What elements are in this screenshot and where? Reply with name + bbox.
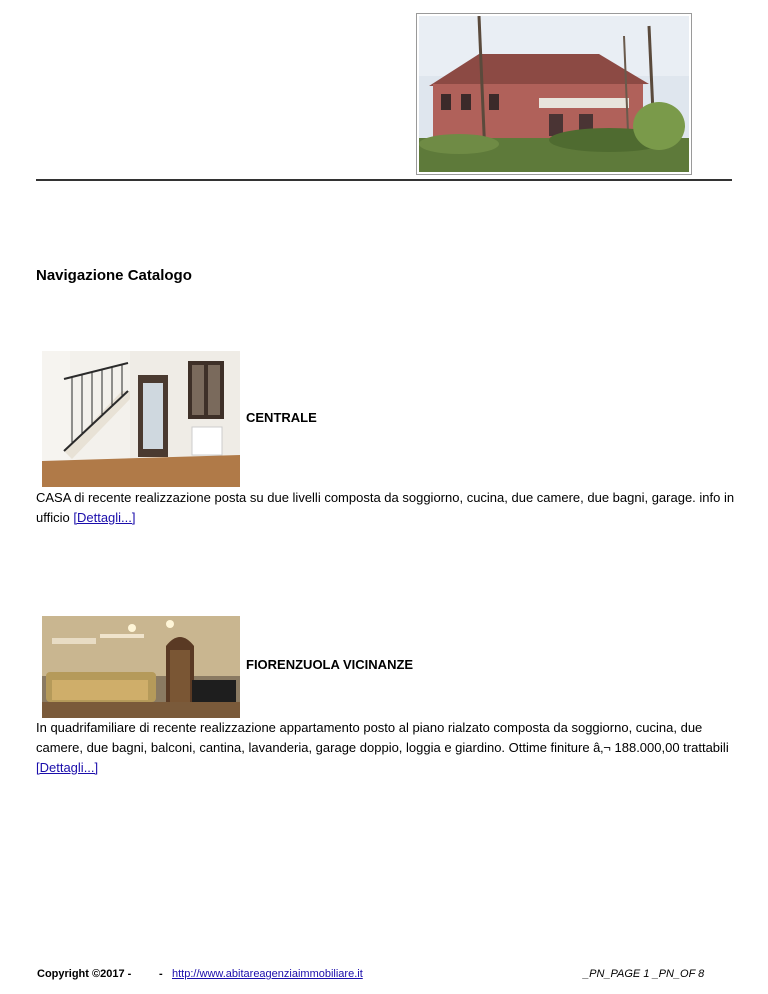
header-house-photo — [416, 13, 692, 175]
footer-website-link[interactable]: http://www.abitareagenziaimmobiliare.it — [172, 968, 363, 980]
details-link[interactable]: [Dettagli...] — [73, 510, 136, 525]
listing-description — [36, 488, 736, 528]
house-photo-icon — [419, 16, 689, 172]
header-divider — [36, 179, 732, 181]
listing-title: CENTRALE — [246, 410, 317, 425]
listing-description — [36, 718, 736, 778]
details-link[interactable]: [Dettagli...] — [36, 760, 99, 775]
footer-separator: - — [159, 968, 163, 980]
interior-staircase-photo-icon — [42, 351, 240, 487]
listing-title: FIORENZUOLA VICINANZE — [246, 657, 414, 672]
living-room-photo-icon — [42, 616, 240, 718]
footer-copyright: Copyright ©2017 - — [37, 968, 132, 980]
listing-photo[interactable] — [42, 616, 240, 718]
listing-description-text: CASA di recente realizzazione posta su due livelli composta da soggiorno, cucina, due camere, due bagni, garage. info in ufficio — [36, 490, 735, 525]
listing-description-text: In quadrifamiliare di recente realizzazione appartamento posto al piano rialzato composta da soggiorno, cucina, due camere, due bagni, balconi, cantina, lavanderia, garage doppio, loggia e giardino. Ottime finiture â‚¬ 188.000,00 trattabili — [36, 720, 729, 755]
catalog-title: Navigazione Catalogo — [36, 267, 192, 284]
listing-photo[interactable] — [42, 351, 240, 487]
footer-page-number: _PN_PAGE 1 _PN_OF 8 — [583, 968, 705, 980]
